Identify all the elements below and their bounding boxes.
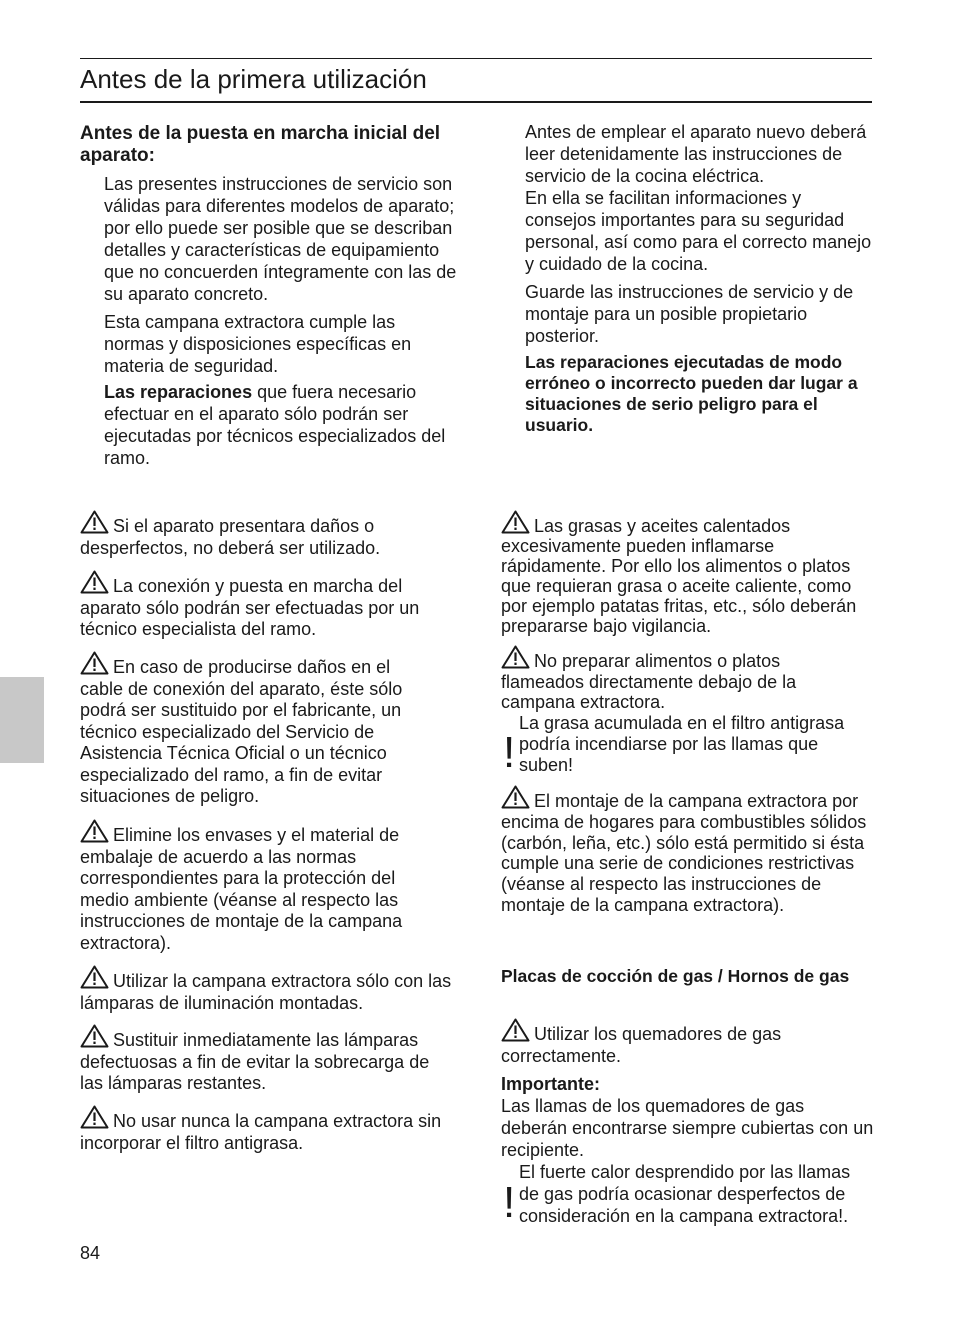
- warning-text: No preparar alimentos o platos flameados directamente debajo de la campana extractora.: [501, 651, 797, 712]
- warning-text: Elimine los envases y el material de embalaje de acuerdo a las normas correspondientes para la protección del medio ambiente (véanse al respecto las instrucciones de montaje de la campana extractora).: [80, 825, 403, 953]
- bold-text: Las reparaciones: [104, 382, 253, 402]
- header-bottom-rule: [80, 101, 872, 103]
- paragraph: Guarde las instrucciones de servicio y de montaje para un posible propietario posterior.: [525, 282, 854, 346]
- paragraph: [104, 381, 460, 469]
- important-text: Las llamas de los quemadores de gas deberán encontrarse siempre cubiertas con un recipiente.: [501, 1096, 874, 1160]
- exclamation-mark-icon: !: [503, 1178, 516, 1227]
- important-note: [501, 1073, 875, 1161]
- warning-item: [80, 651, 432, 808]
- chapter-tab-marker: [0, 677, 44, 763]
- warning-item: [501, 645, 831, 713]
- warning-triangle-icon: [80, 819, 109, 843]
- paragraph: En ella se facilitan informaciones y consejos importantes para su seguridad personal, así como para el correcto manejo y cuidado de la cocina.: [525, 188, 872, 274]
- warning-item: [80, 819, 432, 954]
- warning-text: La conexión y puesta en marcha del aparato sólo podrán ser efectuadas por un técnico especialista del ramo.: [80, 576, 420, 639]
- warning-triangle-icon: [501, 1018, 530, 1042]
- note: La grasa acumulada en el filtro antigrasa podría incendiarse por las llamas que suben!: [519, 713, 845, 775]
- page-title: Antes de la primera utilización: [80, 64, 427, 94]
- subheading: Placas de cocción de gas / Hornos de gas: [501, 966, 850, 986]
- warning-text: Sustituir inmediatamente las lámparas defectuosas a fin de evitar la sobrecarga de las lámparas restantes.: [80, 1030, 430, 1093]
- warning-item: [80, 1024, 452, 1095]
- warning-text: Utilizar los quemadores de gas correctamente.: [501, 1024, 782, 1066]
- warning-triangle-icon: [80, 965, 109, 989]
- note: El fuerte calor desprendido por las llamas de gas podría ocasionar desperfectos de consideración en la campana extractora!.: [519, 1162, 851, 1226]
- important-label: Importante:: [501, 1074, 600, 1094]
- section-heading-before-startup: [80, 123, 460, 167]
- gas-section-heading: [501, 965, 871, 987]
- warning-item: [80, 570, 452, 641]
- section-heading: Antes de la puesta en marcha inicial del aparato:: [80, 123, 441, 166]
- warning-text: Las grasas y aceites calentados excesivamente pueden inflamarse rápidamente. Por ello los alimentos o platos que requieran grasa o aceite caliente, como por ejemplo patatas fritas, etc., sólo deberán prepararse bajo vigilancia.: [501, 516, 857, 636]
- warning-triangle-icon: [80, 1024, 109, 1048]
- paragraph: Esta campana extractora cumple las normas y disposiciones específicas en materia de seguridad.: [104, 312, 412, 376]
- left-intro-paragraphs: [104, 173, 460, 469]
- page-number: 84: [80, 1243, 101, 1263]
- warning-triangle-icon: [80, 651, 109, 675]
- warning-text: No usar nunca la campana extractora sin incorporar el filtro antigrasa.: [80, 1111, 442, 1153]
- paragraph-text: que fuera necesario efectuar en el aparato sólo podrán ser ejecutadas por técnicos especializados del ramo.: [104, 382, 446, 468]
- warning-triangle-icon: [80, 1105, 109, 1129]
- warning-triangle-icon: [501, 645, 530, 669]
- right-intro-paragraphs: [525, 121, 875, 436]
- paragraph: Las presentes instrucciones de servicio son válidas para diferentes modelos de aparato; por ello puede ser posible que se describan detalles y características de equipamiento que no concuerden íntegramente con las de su aparato concreto.: [104, 174, 457, 304]
- paragraph: Antes de emplear el aparato nuevo deberá leer detenidamente las instrucciones de servicio de la cocina eléctrica.: [525, 122, 867, 186]
- warning-text: En caso de producirse daños en el cable de conexión del aparato, éste sólo podrá ser sustituido por el fabricante, un técnico especializado del Servicio de Asistencia Técnica Oficial o un técnico especializado del ramo, a fin de evitar situaciones de peligro.: [80, 657, 403, 806]
- warning-item: [501, 510, 875, 636]
- warning-triangle-icon: [501, 510, 530, 534]
- bold-warning-paragraph: Las reparaciones ejecutadas de modo erróneo o incorrecto pueden dar lugar a situaciones de serio peligro para el usuario.: [525, 352, 858, 435]
- header-top-rule: [80, 58, 872, 59]
- warning-text: Utilizar la campana extractora sólo con las lámparas de iluminación montadas.: [80, 971, 452, 1013]
- note-text: [519, 1161, 875, 1227]
- warning-triangle-icon: [501, 785, 530, 809]
- warning-text: El montaje de la campana extractora por encima de hogares para combustibles sólidos (carbón, leña, etc.) sólo está permitido si ésta cumple una serie de condiciones restrictivas (véanse al respecto las instrucciones de montaje de la campana extractora).: [501, 791, 867, 915]
- warning-triangle-icon: [80, 570, 109, 594]
- warning-item: [80, 510, 452, 559]
- warning-item: [80, 965, 452, 1014]
- warning-item: [80, 1105, 452, 1154]
- warning-item: [501, 785, 875, 916]
- warning-text: Si el aparato presentara daños o desperfectos, no deberá ser utilizado.: [80, 516, 381, 558]
- warning-item: [501, 1018, 875, 1067]
- warning-triangle-icon: [80, 510, 109, 534]
- exclamation-mark-icon: !: [503, 728, 516, 777]
- note-text: [519, 713, 869, 776]
